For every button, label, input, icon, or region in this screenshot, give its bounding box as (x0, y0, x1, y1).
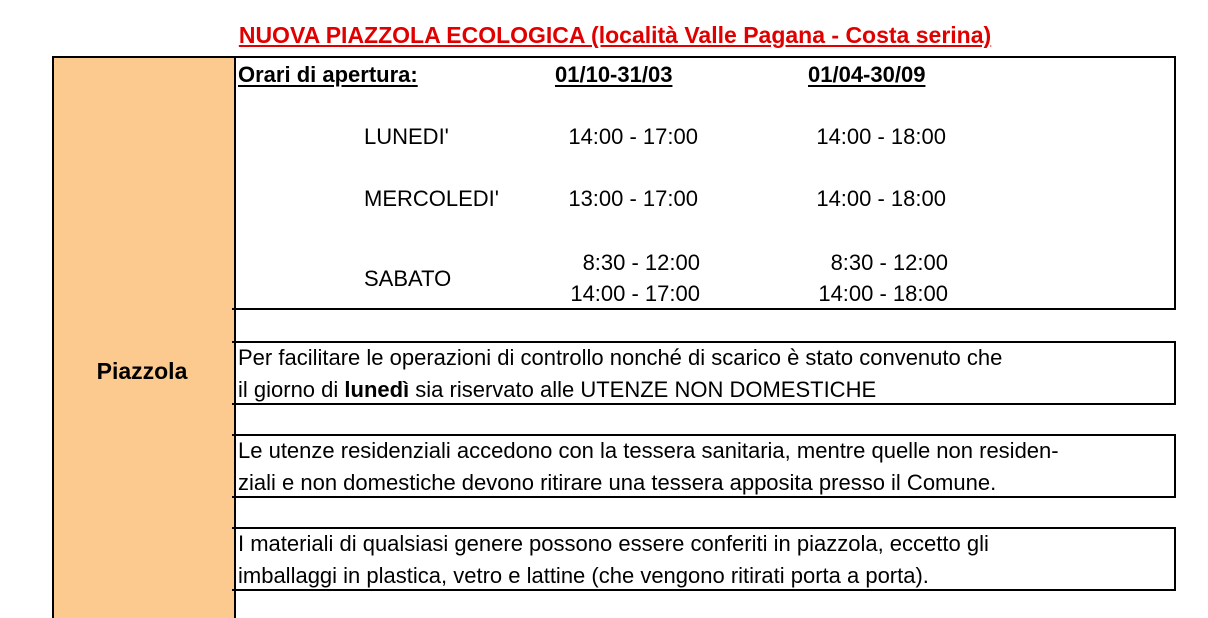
note-monday-reserved (238, 342, 1002, 406)
note1-line2-bold: lunedì (344, 377, 410, 402)
schedule-bottom-border (232, 308, 1176, 310)
side-label: Piazzola (96, 358, 188, 384)
note2-right-border (1174, 434, 1176, 498)
saturday-summer-morning: 8:30 - 12:00 (830, 250, 948, 275)
monday-summer-hours: 14:00 - 18:00 (816, 124, 946, 149)
wednesday-summer-hours: 14:00 - 18:00 (816, 186, 946, 211)
note1-line2 (238, 374, 1002, 406)
monday-winter-hours: 14:00 - 17:00 (568, 124, 698, 149)
day-wednesday: MERCOLEDI' (364, 186, 499, 211)
schedule-header: Orari di apertura: (238, 62, 418, 87)
wednesday-winter-hours: 13:00 - 17:00 (568, 186, 698, 211)
day-monday: LUNEDI' (364, 124, 449, 149)
schedule-right-border (1174, 56, 1176, 310)
note-access-card (238, 435, 1059, 499)
saturday-winter-afternoon: 14:00 - 17:00 (570, 281, 700, 306)
note1-right-border (1174, 341, 1176, 405)
column-header-winter: 01/10-31/03 (555, 62, 673, 87)
note2-line2: ziali e non domestiche devono ritirare una tessera apposita presso il Comune. (238, 470, 997, 495)
note1-line2-pre: il giorno di (238, 377, 345, 402)
page-title: NUOVA PIAZZOLA ECOLOGICA (località Valle Pagana - Costa serina) (238, 22, 992, 48)
day-saturday: SABATO (364, 266, 452, 291)
note3-line2: imballaggi in plastica, vetro e lattine (che vengono ritirati porta a porta). (238, 563, 929, 588)
side-column (52, 56, 236, 618)
note3-right-border (1174, 527, 1176, 591)
note1-line2-post: sia riservato alle UTENZE NON DOMESTICHE (409, 377, 877, 402)
note2-line1: Le utenze residenziali accedono con la tessera sanitaria, mentre quelle non residen- (238, 438, 1059, 463)
note3-line1: I materiali di qualsiasi genere possono essere conferiti in piazzola, eccetto gli (238, 531, 989, 556)
top-border (232, 56, 1176, 58)
saturday-summer-afternoon: 14:00 - 18:00 (818, 281, 948, 306)
saturday-winter-morning: 8:30 - 12:00 (582, 250, 700, 275)
note-materials (238, 528, 989, 592)
note1-line1: Per facilitare le operazioni di controllo nonché di scarico è stato convenuto che (238, 345, 1003, 370)
column-header-summer: 01/04-30/09 (808, 62, 926, 87)
